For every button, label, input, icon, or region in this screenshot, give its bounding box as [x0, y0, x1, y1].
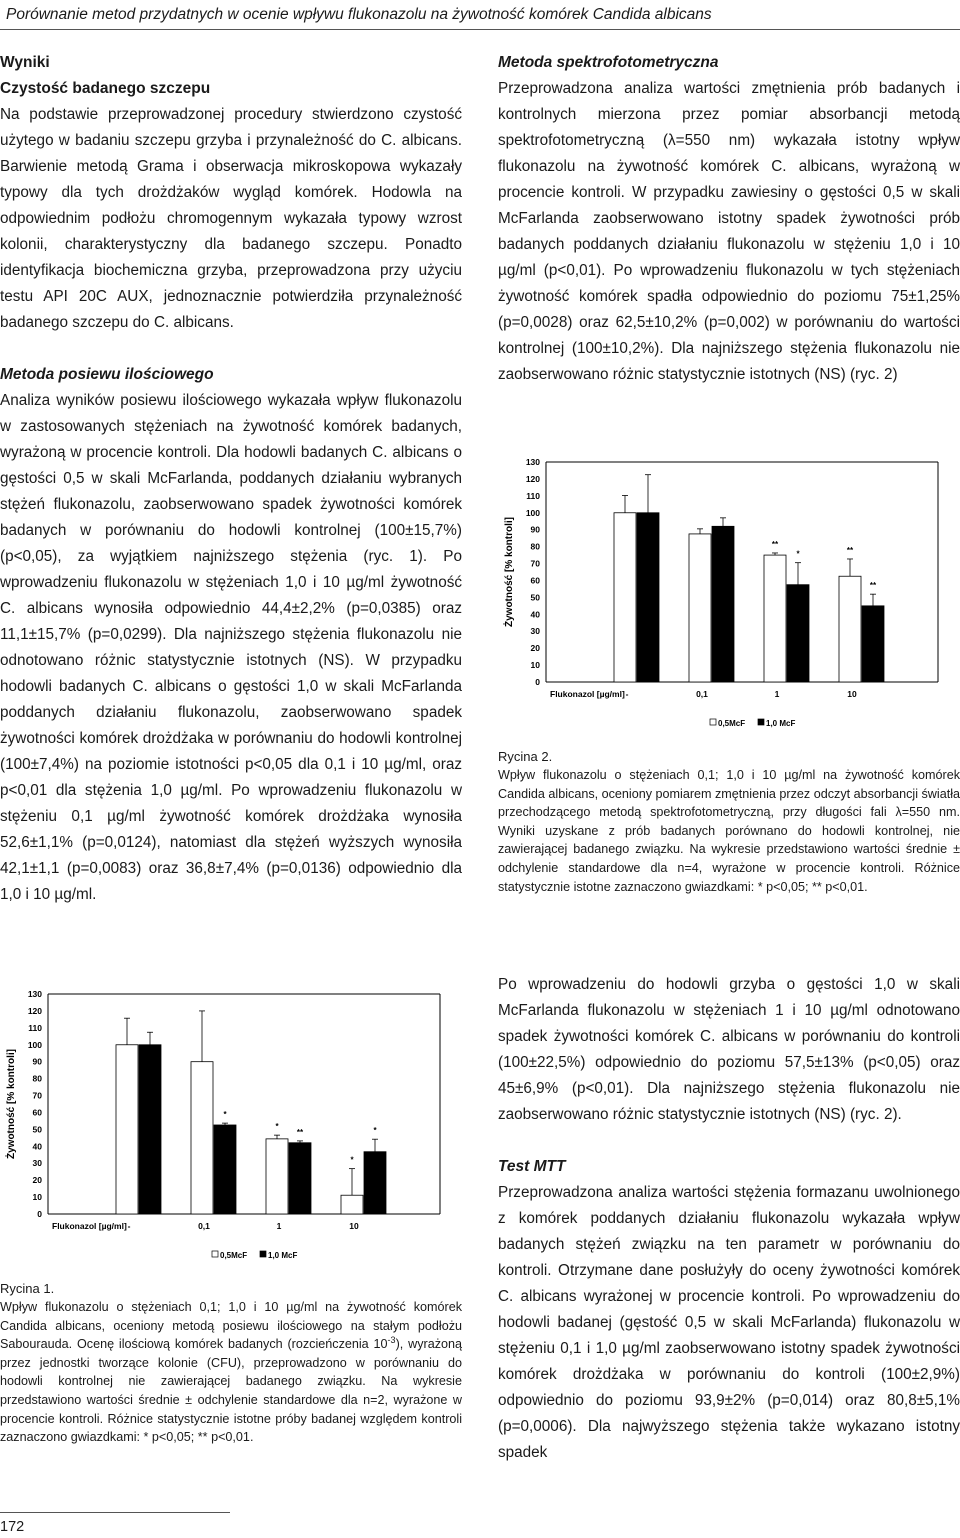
bar	[266, 1139, 288, 1214]
x-axis-label: Flukonazol [µg/ml]	[52, 1221, 127, 1231]
y-tick-label: 40	[530, 609, 540, 620]
bar	[116, 1045, 138, 1214]
mtt-heading: Test MTT	[498, 1158, 566, 1175]
figure-1-caption-superscript: -3	[387, 1335, 396, 1345]
y-tick-label: 70	[32, 1090, 42, 1101]
seeding-paragraph: Analiza wyników posiewu ilościowego wykazała wpływ flukonazolu w zastosowanych stężeniach na żywotność komórek badanych, wyrażoną w procencie kontroli. Dla hodowli badanych C. albicans o gęstości 0,5 w skali McFarlanda, poddanych działaniu wybranych stężeń flukonazolu, zaobserwowano spadek żywotności komórek badanych w porównaniu do hodowli kontrolnej (100±15,7%) (p<0,05), za wyjątkiem najniższego stężenia (ryc. 1). Po wprowadzeniu flukonazolu w stężeniach 1,0 i 10 µg/ml żywotność C. albicans wynosiła odpowiednio 44,4±2,2% (p=0,0385) oraz 11,1±15,7% (p=0,0299). Dla najniższego stężenia flukonazolu nie odnotowano różnic statystycznie istotnych (NS). W przypadku hodowli badanych C. albicans o gęstości 1,0 w skali McFarlanda poddanych działaniu flukonazolu, zaobserwowano spadek żywotności komórek drożdżaka w porównaniu do hodowli kontrolnej (100±7,4%) na poziomie istotności p<0,05 dla 0,1 i 10 µg/ml, oraz p<0,01 dla stężenia 1,0 µg/ml. Po wprowadzeniu flukonazolu w stężeniu 0,1 µg/ml żywotność komórek drożdżaka wynosiła 52,6±1,1% (p=0,0124), natomiast dla stężeń wyższych wynosiła 42,1±1,1 (p=0,0083) oraz 36,8±7,4% (p=0,0136) odpowiednio dla 1,0 i 10 µg/ml.	[0, 392, 462, 903]
legend-label: 0,5McF	[220, 1251, 248, 1260]
y-tick-label: 40	[32, 1141, 42, 1152]
y-tick-label: 0	[37, 1209, 42, 1219]
figure-1-caption-part-a: Wpływ flukonazolu o stężeniach 0,1; 1,0 i 10 µg/ml na żywotność komórek Candida albicans, oceniony metodą posiewu ilościowego na stałym podłożu Sabourauda. Ocenę ilościową komórek badanych (rozcieńczenia 10	[0, 1300, 462, 1352]
y-tick-label: 30	[530, 626, 540, 637]
significance-star: *	[796, 549, 800, 559]
y-tick-label: 50	[32, 1124, 42, 1135]
left-column	[0, 50, 462, 908]
x-tick-label: 10	[349, 1221, 359, 1231]
bar	[139, 1045, 161, 1214]
section-results-heading: Wyniki	[0, 54, 50, 71]
x-tick-label: 10	[847, 689, 857, 699]
spectro-paragraph: Przeprowadzona analiza wartości zmętnienia prób badanych i kontrolnych mierzona przez pomiar absorbancji metodą spektrofotometryczną (λ=550 nm) wykazała istotny wpływ flukonazolu na żywotność komórek C. albicans, wyrażoną w procencie kontroli. W przypadku zawiesiny o gęstości 0,5 w skali McFarlanda zaobserwowano istotny spadek żywotności prób badanych poddanych działaniu flukonazolu w stężeniu 1,0 i 10 µg/ml (p<0,01). Po wprowadzeniu flukonazolu w tych stężeniach żywotność komórek spadła odpowiednio do poziomu 75±1,25% (p=0,0028) oraz 62,5±10,2% (p=0,002) w porównaniu do wartości kontrolnej (100±10,2%). Dla najniższego stężenia flukonazolu nie zaobserwowano różnic statystycznie istotnych (NS) (ryc. 2)	[498, 80, 960, 383]
x-tick-label: 1	[774, 689, 780, 699]
y-axis-label: Żywotność [% kontroli]	[504, 517, 515, 627]
y-tick-label: 60	[32, 1107, 42, 1118]
bar	[712, 526, 734, 682]
significance-star: *	[275, 1122, 279, 1132]
bar	[689, 534, 711, 682]
bar	[787, 585, 809, 682]
y-tick-label: 130	[27, 989, 42, 999]
x-axis-label: Flukonazol [µg/ml]	[550, 689, 625, 699]
y-tick-label: 0	[535, 677, 540, 687]
x-tick-label: -	[127, 1221, 131, 1231]
y-tick-label: 70	[530, 558, 540, 569]
y-tick-label: 20	[32, 1175, 42, 1186]
page-number-rule	[0, 1512, 230, 1513]
y-tick-label: 20	[530, 643, 540, 654]
significance-star: **	[846, 545, 854, 555]
legend-swatch-white	[710, 719, 716, 725]
figure-1-chart	[0, 982, 462, 1272]
x-tick-label: 1	[276, 1221, 282, 1231]
y-tick-label: 110	[526, 490, 540, 501]
y-tick-label: 120	[27, 1005, 42, 1016]
figure-2-chart	[498, 450, 960, 740]
figure-2-caption: Wpływ flukonazolu o stężeniach 0,1; 1,0 i 10 µg/ml na żywotność komórek Candida albicans, oceniony pomiarem zmętnienia przez odczyt absorbancji światła przechodzącego metodą spektrofotometryczną, przy długości fali λ=550 nm. Wyniki uzyskane z prób badanych porównano do hodowli kontrolnej, nie zawierającej badanego związku. Na wykresie przedstawiono wartości średnie ± odchylenie standardowe dla n=4, wyrażone w procencie kontroli. Różnice statystycznie istotne zaznaczono gwiazdkami: * p<0,05; ** p<0,01.	[498, 768, 960, 894]
y-tick-label: 120	[525, 473, 540, 484]
y-tick-label: 10	[530, 660, 540, 671]
page-number: 172	[0, 1519, 25, 1535]
x-tick-label: -	[625, 689, 629, 699]
running-header: Porównanie metod przydatnych w ocenie wpływu flukonazolu na żywotność komórek Candida albicans	[0, 0, 960, 30]
figure-1-caption	[0, 1298, 462, 1447]
y-tick-label: 60	[530, 575, 540, 586]
y-tick-label: 50	[530, 592, 540, 603]
y-axis-label: Żywotność [% kontroli]	[6, 1049, 17, 1159]
y-tick-label: 10	[32, 1192, 42, 1203]
figure-2-caption-block	[498, 748, 960, 896]
y-tick-label: 30	[32, 1158, 42, 1169]
figure-1-caption-part-b: ), wyrażoną przez jednostki tworzące kolonie (CFU), przeprowadzono w porównaniu do hodowli kontrolnej nie zawierającej badanego związku. Na wykresie przedstawiono wartości średnie ± odchylenie standardowe dla n=2, wyrażone w procencie kontroli. Różnice statystycznie istotne próby badanej względem kontroli zaznaczono gwiazdkami: * p<0,05; ** p<0,01.	[0, 1337, 463, 1445]
bar	[764, 555, 786, 682]
bar	[614, 513, 636, 682]
significance-star: **	[296, 1127, 304, 1137]
seeding-heading: Metoda posiewu ilościowego	[0, 366, 214, 383]
significance-star: *	[373, 1126, 377, 1136]
bar	[364, 1152, 386, 1214]
para-after-fig2: Po wprowadzeniu do hodowli grzyba o gęstości 1,0 w skali McFarlanda flukonazolu w stężeniach 1 i 10 µg/ml odnotowano spadek żywotności komórek C. albicans w porównaniu do kontroli (100±22,5%) odpowiednio do poziomu 57,5±13% (p<0,05) oraz 45±6,9% (p<0,01). Dla najniższego stężenia flukonazolu nie zaobserwowano różnic statystycznie istotnych (NS) (ryc. 2).	[498, 976, 960, 1123]
y-tick-label: 100	[525, 507, 540, 518]
legend-label: 1,0 McF	[766, 719, 796, 728]
y-tick-label: 80	[530, 541, 540, 552]
mtt-paragraph: Przeprowadzona analiza wartości stężenia formazanu uwolnionego z komórek poddanych działaniu flukonazolu wykazała wpływ badanych stężeń związku na ten parametr w porównaniu do kontroli. Otrzymane dane posłużyły do oceny żywotności komórek C. albicans wyrażonej w procencie kontroli. Po wprowadzeniu do hodowli badanej (gęstość 0,5 w skali McFarlanda) flukonazolu w stężeniu 0,1 i 1,0 µg/ml zaobserwowano istotny spadek żywotności komórek drożdżaka w porównaniu do kontroli (100±2,9%) odpowiednio do poziomu 93,9±2% (p=0,014) oraz 80,8±5,1% (p=0,0006). Dla najwyższego stężenia także wykazano istotny spadek	[498, 1184, 960, 1461]
significance-star: **	[869, 581, 877, 591]
right-column-top	[498, 50, 960, 388]
legend-label: 0,5McF	[718, 719, 746, 728]
significance-star: *	[223, 1110, 227, 1120]
figure-2-label: Rycina 2.	[498, 749, 553, 764]
figure-1-caption-block	[0, 1280, 462, 1447]
legend-swatch-white	[212, 1251, 218, 1257]
y-tick-label: 80	[32, 1073, 42, 1084]
y-tick-label: 90	[32, 1056, 42, 1067]
significance-star: *	[350, 1155, 354, 1165]
y-tick-label: 110	[28, 1022, 42, 1033]
bar	[289, 1143, 311, 1214]
y-tick-label: 100	[27, 1039, 42, 1050]
bar	[341, 1195, 363, 1214]
x-tick-label: 0,1	[198, 1221, 210, 1231]
spectro-heading: Metoda spektrofotometryczna	[498, 54, 719, 71]
figure-1	[0, 982, 462, 1272]
purity-paragraph: Na podstawie przeprowadzonej procedury stwierdzono czystość użytego w badaniu szczepu grzyba i przynależność do C. albicans. Barwienie metodą Grama i obserwacja mikroskopowa wykazały typowy dla tych drożdżaków wygląd komórek. Hodowla na odpowiednim podłożu chromogennym wykazała typowy wzrost kolonii, charakterystyczny dla badanego szczepu. Ponadto identyfikacja biochemiczna grzyba, przeprowadzona przy użyciu testu API 20C AUX, jednoznacznie potwierdziła przynależność badanego szczepu do C. albicans.	[0, 106, 462, 331]
purity-heading: Czystość badanego szczepu	[0, 80, 211, 97]
legend-swatch-black	[260, 1251, 266, 1257]
legend-swatch-black	[758, 719, 764, 725]
bar	[862, 606, 884, 682]
legend-label: 1,0 McF	[268, 1251, 298, 1260]
figure-1-label: Rycina 1.	[0, 1281, 55, 1296]
y-tick-label: 130	[525, 457, 540, 467]
bar	[839, 576, 861, 682]
x-tick-label: 0,1	[696, 689, 708, 699]
bar	[214, 1125, 236, 1214]
figure-2	[498, 450, 960, 740]
right-column-bottom	[498, 972, 960, 1466]
y-tick-label: 90	[530, 524, 540, 535]
bar	[637, 513, 659, 682]
significance-star: **	[771, 539, 779, 549]
bar	[191, 1062, 213, 1214]
